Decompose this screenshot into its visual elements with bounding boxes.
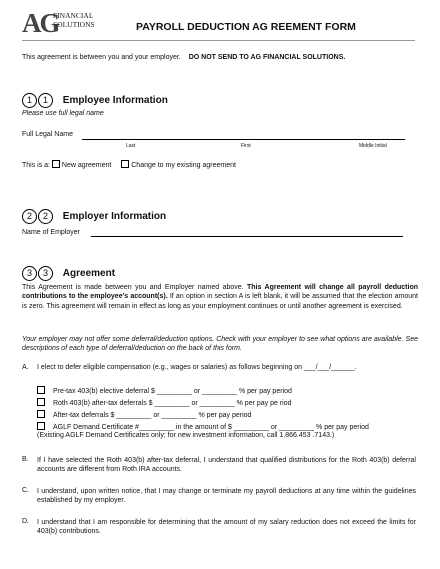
item-c-text: I understand, upon written notice, that I may change or terminate my payroll deductions at any time within the guidelines established by my employer.: [37, 488, 416, 505]
aftertax-checkbox[interactable]: [37, 410, 45, 418]
section-title: Employer Information: [62, 211, 167, 222]
item-a-letter: A.: [22, 364, 29, 371]
agreement-p1-c: If an option in section A is left blank, it will be assumed that the election amount is zero. This agreement will remain in effect as long as your employment continues or until another agreement is exercised.: [22, 293, 419, 310]
step-number-icon: 3: [38, 266, 53, 281]
options-note: Your employer may not offer some deferral/deduction options. Check with your employer to see what options are available. See descriptions of each type of deferral/deduction on the back of this form.: [22, 336, 418, 353]
aftertax-label: After-tax deferrals $ _________ or _________ % per pay period: [52, 412, 252, 419]
item-b-text: If I have selected the Roth 403(b) after-tax deferral, I understand that qualified distributions for the Roth 403(b) deferral accounts are different from Roth IRA accounts.: [37, 457, 416, 474]
option-row: [37, 398, 292, 407]
change-agreement-checkbox[interactable]: [121, 160, 129, 168]
header-divider: [22, 40, 415, 41]
agreement-type-row: [22, 160, 236, 169]
logo-line-1: FINANCIAL: [53, 11, 94, 20]
step-number-icon: 2: [22, 209, 37, 224]
agreement-paragraph: [22, 283, 418, 311]
item-d-letter: D.: [22, 518, 29, 525]
pretax-label: Pre-tax 403(b) elective deferral $ _________ or _________ % per pay period: [52, 388, 292, 395]
middle-sublabel: Middle Initial: [359, 143, 387, 149]
intro-line: [22, 54, 345, 61]
aglf-note: (Existing AGLF Demand Certificates only; for new investment information, call 1.866.453 .7143.): [37, 432, 335, 439]
new-agreement-label: New agreement: [61, 162, 112, 169]
employer-label: Name of Employer: [22, 229, 80, 236]
employer-name-field[interactable]: [91, 236, 403, 237]
agreement-p1-b: This Agreement will change all payroll deduction contributions to the employee’s account(s).: [22, 284, 419, 301]
aglf-label: AGLF Demand Certificate #_________ in the amount of $ _________ or _________ % per pay period: [52, 424, 369, 431]
section-title: Employee Information: [62, 95, 168, 106]
roth-label: Roth 403(b) after-tax deferrals $ _________ or _________ % per pay pe riod: [52, 400, 292, 407]
step-number-icon: 1: [22, 93, 37, 108]
logo-line-2: SOLUTIONS: [53, 19, 95, 29]
item-a-text: I elect to defer eligible compensation (e.g., wages or salaries) as follows beginning on ___/___/______.: [37, 364, 357, 371]
option-row: [37, 410, 251, 419]
full-name-label: Full Legal Name: [22, 131, 73, 138]
section-title: Agreement: [62, 268, 116, 279]
first-sublabel: First: [241, 143, 251, 149]
new-agreement-checkbox[interactable]: [52, 160, 60, 168]
agreement-type-label: This is a:: [22, 162, 51, 169]
pretax-checkbox[interactable]: [37, 386, 45, 394]
company-logo-text: [53, 12, 95, 29]
section-1-heading: [22, 93, 168, 108]
intro-notice: DO NOT SEND TO AG FINANCIAL SOLUTIONS.: [188, 54, 346, 61]
option-row: [37, 422, 369, 431]
full-name-field[interactable]: [82, 139, 405, 140]
form-title: PAYROLL DEDUCTION AG REEMENT FORM: [136, 21, 356, 33]
step-number-icon: 1: [38, 93, 53, 108]
aglf-checkbox[interactable]: [37, 422, 45, 430]
agreement-p1-a: This Agreement is made between you and Employer named above.: [22, 284, 244, 291]
item-b-letter: B.: [22, 456, 29, 463]
intro-text: This agreement is between you and your employer.: [22, 54, 181, 61]
step-number-icon: 3: [22, 266, 37, 281]
item-d-text: I understand that I am responsible for determining that the amount of my salary reduction does not exceed the limits for 403(b) contributions.: [37, 519, 416, 536]
item-c-letter: C.: [22, 487, 29, 494]
section-2-heading: [22, 209, 166, 224]
roth-checkbox[interactable]: [37, 398, 45, 406]
last-sublabel: Last: [126, 143, 136, 149]
change-agreement-label: Change to my existing agreement: [131, 162, 236, 169]
company-logo: AG: [22, 8, 59, 38]
section-3-heading: [22, 266, 115, 281]
name-instruction: Please use full legal name: [22, 110, 104, 117]
step-number-icon: 2: [38, 209, 53, 224]
option-row: [37, 386, 292, 395]
